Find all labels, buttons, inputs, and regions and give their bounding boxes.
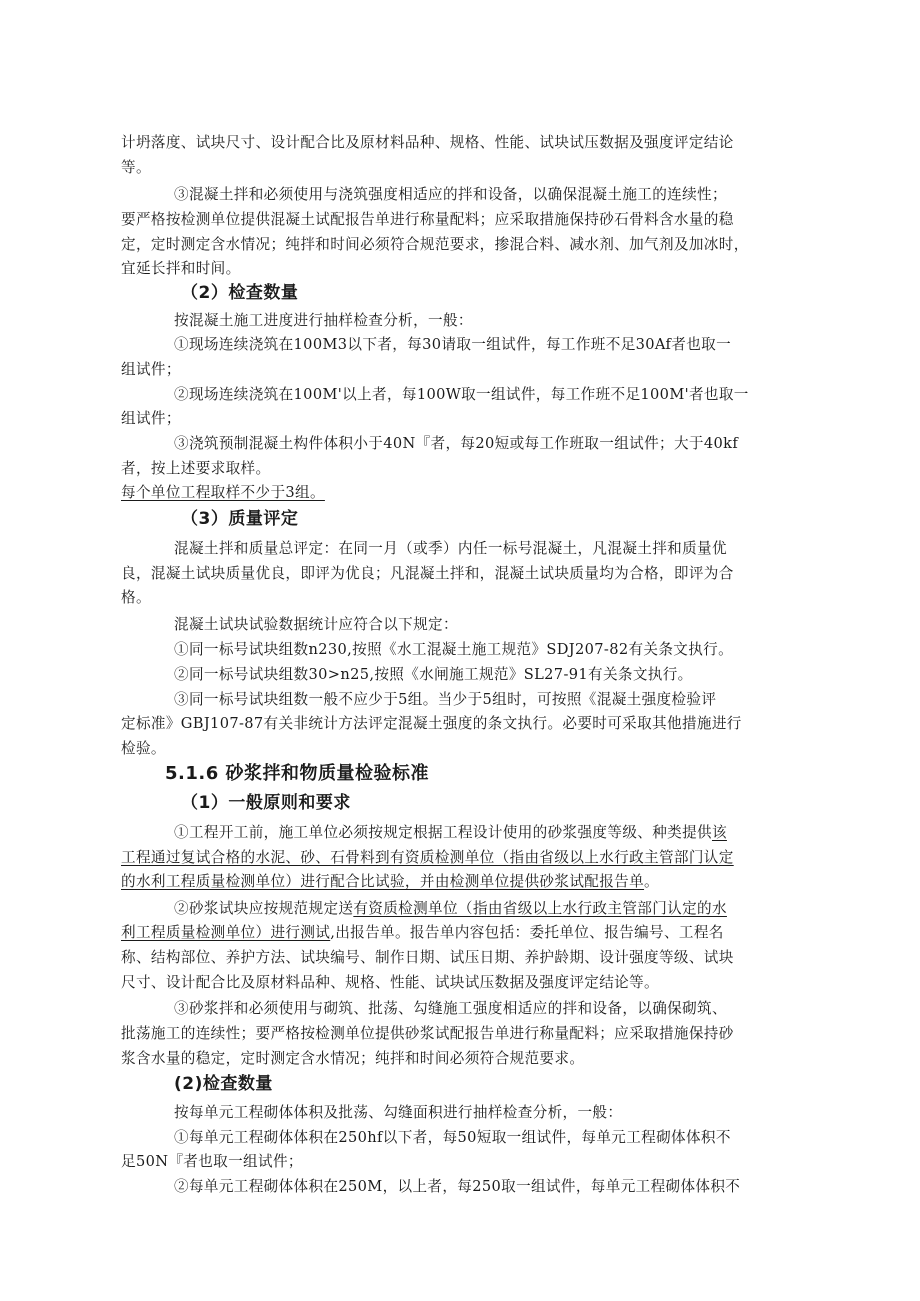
- paragraph-line: ①同一标号试块组数n230,按照《水工混凝土施工规范》SDJ207-82有关条文执行。: [174, 641, 734, 658]
- paragraph-line: 组试件；: [121, 361, 181, 378]
- paragraph-line: 要严格按检测单位提供混凝土试配报告单进行称量配料；应采取措施保持砂石骨料含水量的稳: [121, 211, 734, 228]
- underlined-line: 每个单位工程取样不少于3组。: [121, 484, 325, 501]
- paragraph-line: 按混凝土施工进度进行抽样检查分析，一般：: [174, 312, 473, 329]
- paragraph-line: 批荡施工的连续性；要严格按检测单位提供砂浆试配报告单进行称量配料；应采取措施保持砂: [121, 1025, 734, 1042]
- paragraph-line: 称、结构部位、养护方法、试块编号、制作日期、试压日期、养护龄期、设计强度等级、试块: [121, 949, 734, 966]
- paragraph-line: ②现场连续浇筑在100M'以上者，每100W取一组试件，每工作班不足100M'者也取一: [174, 386, 749, 403]
- paragraph-line: 宜延长拌和时间。: [121, 260, 241, 277]
- underlined-text: 的水利工程质量检测单位）进行配合比试验，并由检测单位提供砂浆试配报告单: [121, 873, 645, 890]
- paragraph-line: ①每单元工程砌体体积在250hf以下者，每50短取一组试件，每单元工程砌体体积不: [174, 1129, 731, 1146]
- paragraph-line: ②同一标号试块组数30>n25,按照《水闸施工规范》SL27-91有关条文执行。: [174, 666, 693, 683]
- underlined-line: 工程通过复试合格的水泥、砂、石骨料到有资质检测单位（指由省级以上水行政主管部门认定: [121, 849, 734, 866]
- paragraph-line: 足50N『者也取一组试件；: [121, 1153, 303, 1170]
- paragraph-line: 等。: [121, 159, 151, 176]
- section-heading-mortar-standard: 5.1.6 砂浆拌和物质量检验标准: [165, 763, 430, 784]
- paragraph-line: 计坍落度、试块尺寸、设计配合比及原材料品种、规格、性能、试块试压数据及强度评定结论: [121, 134, 734, 151]
- paragraph-line: ③混凝土拌和必须使用与浇筑强度相适应的拌和设备，以确保混凝土施工的连续性；: [174, 186, 727, 203]
- section-heading-quality-assessment: （3）质量评定: [181, 509, 299, 529]
- paragraph-line: 定标准》GBJ107-87有关非统计方法评定混凝土强度的条文执行。必要时可采取其他措施进行: [121, 715, 742, 732]
- section-heading-general-principles: （1）一般原则和要求: [181, 793, 351, 813]
- paragraph-line: ②每单元工程砌体体积在250M，以上者，每250取一组试件，每单元工程砌体体积不: [174, 1178, 741, 1195]
- paragraph-line: 混凝土拌和质量总评定：在同一月（或季）内任一标号混凝土，凡混凝土拌和质量优: [174, 540, 727, 557]
- paragraph-line: 浆含水量的稳定，定时测定含水情况；纯拌和时间必须符合规范要求。: [121, 1050, 585, 1067]
- paragraph-line: 尺寸、设计配合比及原材料品种、规格、性能、试块试压数据及强度评定结论等。: [121, 974, 659, 991]
- paragraph-line: [174, 899, 727, 919]
- text-span: ②砂浆试块应按规范规定送: [174, 900, 354, 917]
- text-span: 。: [644, 873, 659, 890]
- paragraph-line: [174, 823, 727, 843]
- text-span: ,出报告单。报告单内容包括：委托单位、报告编号、工程名: [330, 924, 724, 941]
- paragraph-line: 按每单元工程砌体体积及批荡、勾缝面积进行抽样检查分析，一般：: [174, 1104, 623, 1121]
- paragraph-line: 检验。: [121, 740, 166, 757]
- underlined-text: 有资质检测单位（指由省级以上水行政主管部门认定的水: [353, 900, 727, 917]
- paragraph-line: [121, 923, 724, 943]
- paragraph-line: 者，按上述要求取样。: [121, 460, 271, 477]
- paragraph-line: 混凝土试块试验数据统计应符合以下规定：: [174, 616, 458, 633]
- text-span: ①工程开工前，施工单位必须按规定根据工程设计使用的砂浆强度等级、种类提供: [174, 824, 712, 841]
- paragraph-line: 组试件；: [121, 410, 181, 427]
- underlined-text: 该: [711, 824, 727, 841]
- paragraph-line: ③同一标号试块组数一般不应少于5组。当少于5组时，可按照《混凝土强度检验评: [174, 691, 717, 708]
- paragraph-line: 定，定时测定含水情况；纯拌和时间必须符合规范要求，掺混合料、减水剂、加气剂及加冰时，: [121, 236, 749, 253]
- section-heading-inspection-quantity-2: (2)检查数量: [174, 1074, 273, 1094]
- underlined-text: 利工程质量检测单位）进行测试: [121, 924, 331, 941]
- paragraph-line: 格。: [121, 589, 151, 606]
- section-heading-inspection-quantity: （2）检查数量: [181, 283, 299, 303]
- paragraph-line: 良，混凝土试块质量优良，即评为优良；凡混凝土拌和，混凝土试块质量均为合格，即评为合: [121, 565, 734, 582]
- paragraph-line: ③浇筑预制混凝土构件体积小于40N『者，每20短或每工作班取一组试件；大于40kf: [174, 435, 739, 452]
- paragraph-line: [121, 872, 659, 892]
- paragraph-line: ③砂浆拌和必须使用与砌筑、批荡、勾缝施工强度相适应的拌和设备，以确保砌筑、: [174, 1000, 727, 1017]
- paragraph-line: ①现场连续浇筑在100M3以下者，每30请取一组试件，每工作班不足30Af者也取一: [174, 336, 732, 353]
